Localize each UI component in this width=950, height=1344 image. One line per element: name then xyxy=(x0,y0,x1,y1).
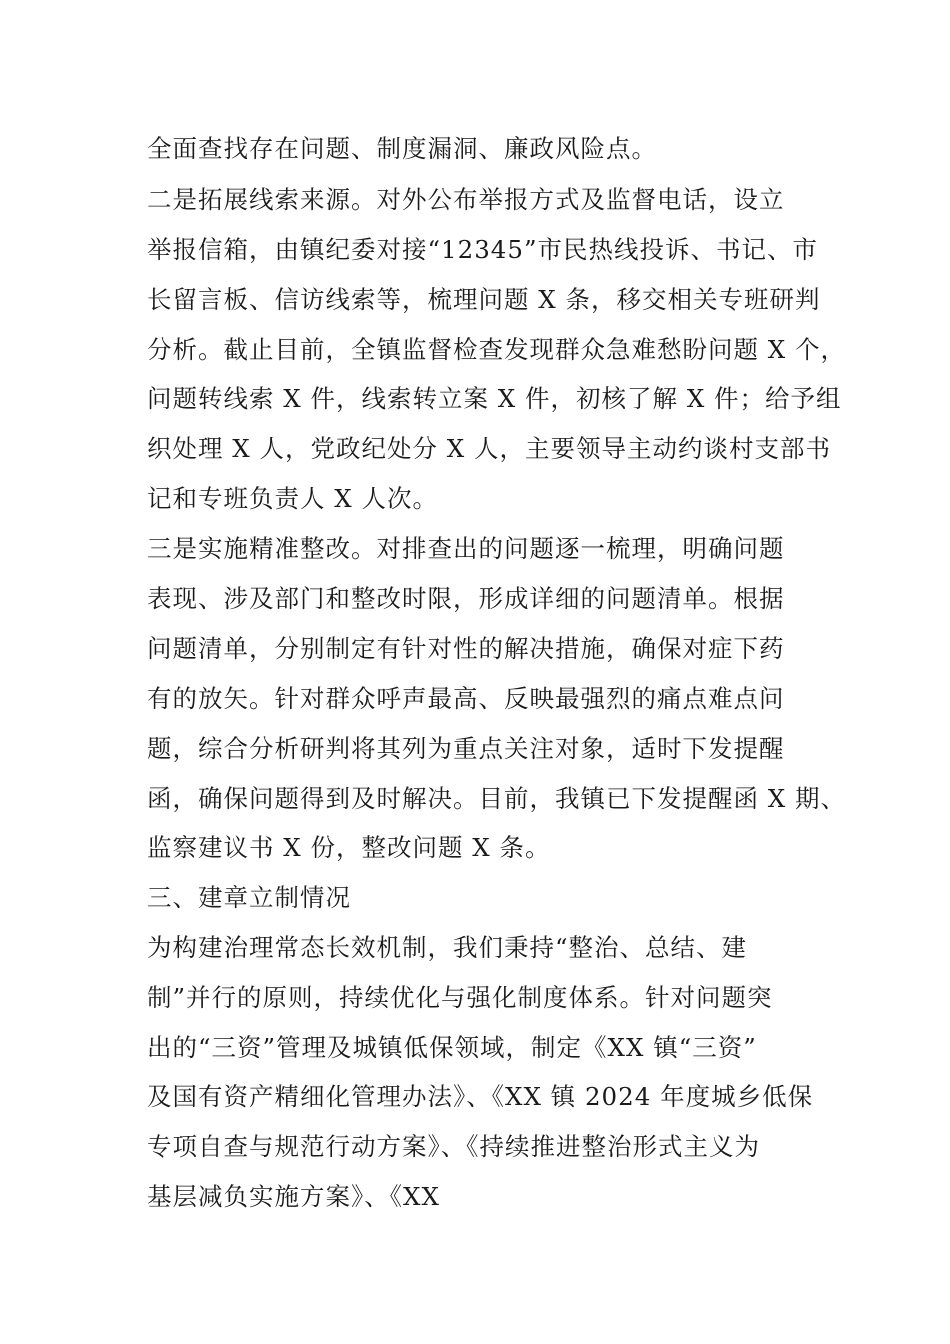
text-line: 制”并行的原则，持续优化与强化制度体系。针对问题突 xyxy=(147,983,773,1012)
text-line: 长留言板、信访线索等，梳理问题 X 条，移交相关专班研判 xyxy=(147,285,821,314)
text-line: 二是拓展线索来源。对外公布举报方式及监督电话，设立 xyxy=(147,185,785,214)
text-line: 表现、涉及部门和整改时限，形成详细的问题清单。根据 xyxy=(147,584,785,613)
text-line: 问题转线索 X 件，线索转立案 X 件，初核了解 X 件；给予组 xyxy=(147,384,842,413)
text-line: 题，综合分析研判将其列为重点关注对象，适时下发提醒 xyxy=(147,734,785,763)
text-line: 有的放矢。针对群众呼声最高、反映最强烈的痛点难点问 xyxy=(147,684,785,713)
text-line: 记和专班负责人 X 人次。 xyxy=(147,484,439,513)
text-line: 专项自查与规范行动方案》、《持续推进整治形式主义为 xyxy=(147,1132,760,1161)
text-line: 函，确保问题得到及时解决。目前，我镇已下发提醒函 X 期、 xyxy=(147,784,847,813)
text-line: 全面查找存在问题、制度漏洞、廉政风险点。 xyxy=(147,134,657,163)
text-line: 织处理 X 人，党政纪处分 X 人，主要领导主动约谈村支部书 xyxy=(147,434,832,463)
text-line: 分析。截止目前，全镇监督检查发现群众急难愁盼问题 X 个， xyxy=(147,335,847,364)
text-line: 出的“三资”管理及城镇低保领域，制定《XX 镇“三资” xyxy=(147,1033,757,1062)
text-line: 举报信箱，由镇纪委对接“12345”市民热线投诉、书记、市 xyxy=(147,235,818,264)
text-line: 监察建议书 X 份，整改问题 X 条。 xyxy=(147,833,551,862)
text-line: 三是实施精准整改。对排查出的问题逐一梳理，明确问题 xyxy=(147,534,785,563)
section-heading: 三、建章立制情况 xyxy=(147,883,351,912)
text-line: 基层减负实施方案》、《XX xyxy=(147,1182,440,1211)
text-line: 及国有资产精细化管理办法》、《XX 镇 2024 年度城乡低保 xyxy=(147,1082,814,1111)
text-line: 问题清单，分别制定有针对性的解决措施，确保对症下药 xyxy=(147,634,785,663)
text-line: 为构建治理常态长效机制，我们秉持“整治、总结、建 xyxy=(147,933,748,962)
